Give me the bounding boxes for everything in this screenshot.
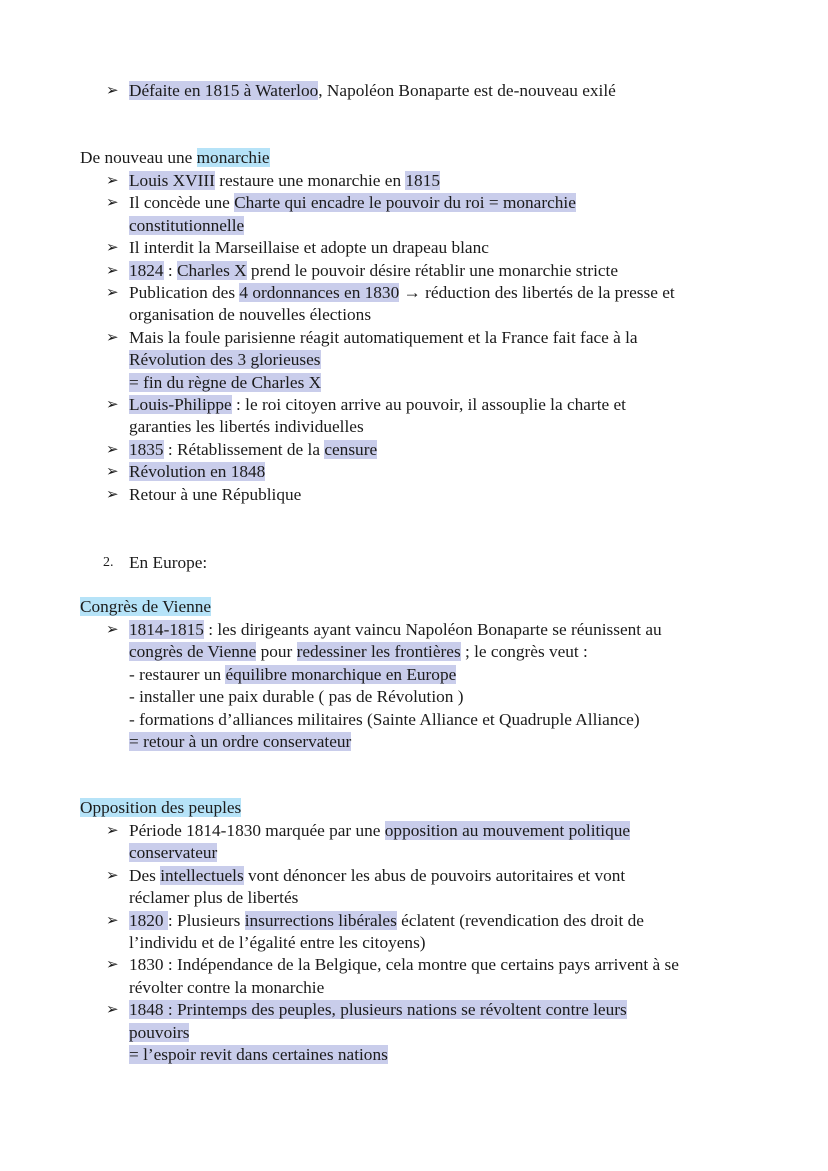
highlighted-text: pouvoirs [129,1022,190,1042]
text-run: pour [256,642,297,662]
bullet-text-line [129,215,244,237]
text-run: 1830 : Indépendance de la Belgique, cela montre que certains pays arrivent à se [129,955,679,975]
bullet-text-line [129,237,489,259]
text-run: - installer une paix durable ( pas de Révolution ) [129,687,464,707]
bullet-text-line [129,439,377,461]
section-heading [80,596,211,618]
bullet-arrow-icon: ➢ [106,441,119,458]
bullet-text-line [129,304,371,326]
bullet-text-line [129,731,351,753]
bullet-text-line [129,954,679,976]
highlighted-text: 4 ordonnances en 1830 [239,283,400,302]
highlighted-text: censure [324,439,378,459]
bullet-arrow-icon: ➢ [106,173,119,189]
bullet-text-line [129,977,324,999]
bullet-text-line [129,394,626,416]
highlighted-text: 1815 [405,171,440,190]
highlighted-text: redessiner les frontières [296,642,461,662]
bullet-arrow-icon: ➢ [106,957,119,974]
text-run: l’individu et de l’égalité entre les citoyens) [129,933,426,952]
bullet-arrow-icon: ➢ [106,195,119,212]
text-run: vont dénoncer les abus de pouvoirs autoritaires et vont [243,865,626,885]
highlighted-text: = retour à un ordre conservateur [129,732,352,751]
highlighted-text: congrès de Vienne [129,642,257,662]
text-run: Il interdit la Marseillaise et adopte un drapeau blanc [129,238,489,258]
bullet-text-line [129,865,625,887]
list-number: 2. [103,555,114,570]
text-run: prend le pouvoir désire rétablir une monarchie stricte [246,260,619,280]
highlighted-text: Congrès de Vienne [80,597,212,616]
text-run: : le roi citoyen arrive au pouvoir, il assouplie la charte et [231,395,626,414]
bullet-arrow-icon: ➢ [106,823,119,839]
bullet-text-line [129,349,321,371]
bullet-arrow-icon: ➢ [106,397,119,413]
highlighted-text: = fin du règne de Charles X [129,372,322,392]
bullet-text-line [129,842,217,864]
text-run: : Rétablissement de la [163,439,325,459]
bullet-arrow-icon: ➢ [106,486,119,503]
highlighted-text: conservateur [129,843,218,863]
bullet-text-line [129,372,321,394]
highlighted-text: = l’espoir revit dans certaines nations [129,1045,388,1064]
text-run: De nouveau une [80,148,197,167]
highlighted-text: 1814-1815 [129,620,204,639]
highlighted-text: insurrections libérales [244,910,397,930]
text-run: Publication des [129,283,240,302]
bullet-arrow-icon: ➢ [106,912,119,929]
text-run: En Europe: [129,553,208,572]
bullet-text-line [129,999,627,1021]
text-run: → réduction des libertés de la presse et [399,283,675,302]
text-run: - formations d’alliances militaires (Sainte Alliance et Quadruple Alliance) [129,709,640,729]
highlighted-text: équilibre monarchique en Europe [225,664,457,684]
highlighted-text: Opposition des peuples [80,798,242,817]
bullet-text-line [129,80,616,102]
highlighted-text: Charles X [177,260,247,280]
highlighted-text: constitutionnelle [129,215,245,235]
text-run: Période 1814-1830 marquée par une [129,821,385,840]
text-run: - restaurer un [129,664,226,684]
bullet-arrow-icon: ➢ [106,867,119,884]
highlighted-text: 1835 [129,439,164,459]
text-run: Retour à une République [129,484,302,504]
bullet-text-line [129,887,298,909]
bullet-arrow-icon: ➢ [106,262,119,279]
text-run: révolter contre la monarchie [129,977,325,997]
highlighted-text: intellectuels [160,865,244,885]
highlighted-text: opposition au mouvement politique [384,821,631,840]
bullet-arrow-icon: ➢ [106,240,119,257]
text-run: éclatent (revendication des droit de [396,910,644,930]
bullet-text-line [129,416,364,438]
bullet-text-line [129,327,638,349]
section-heading [80,147,270,169]
highlighted-text: 1848 : Printemps des peuples, plusieurs nations se révoltent contre leurs [129,1000,627,1020]
bullet-arrow-icon: ➢ [106,329,119,346]
bullet-text-line [129,932,426,954]
highlighted-text: Louis XVIII [129,171,215,190]
bullet-arrow-icon: ➢ [106,1002,119,1019]
section-heading [80,797,241,819]
bullet-text-line [129,686,464,708]
highlighted-text: 1824 [129,260,164,280]
bullet-text-line [129,484,301,506]
bullet-text-line [129,170,440,192]
text-run: restaure une monarchie en [214,171,406,190]
bullet-text-line [129,709,640,731]
bullet-text-line [129,1044,388,1066]
text-run: : [163,260,178,280]
text-run: Mais la foule parisienne réagit automatiquement et la France fait face à la [129,327,638,347]
highlighted-text: Révolution des 3 glorieuses [129,350,321,370]
text-run: ; le congrès veut : [460,642,588,662]
bullet-arrow-icon: ➢ [106,285,119,301]
bullet-arrow-icon: ➢ [106,83,119,99]
text-run: garanties les libertés individuelles [129,417,364,437]
highlighted-text: Révolution en 1848 [129,462,266,482]
highlighted-text: Louis-Philippe [129,395,232,414]
bullet-arrow-icon: ➢ [106,464,119,481]
text-run: Des [129,865,161,885]
bullet-text-line [129,260,618,282]
highlighted-text: Défaite en 1815 à Waterloo [129,81,319,100]
bullet-text-line [129,910,644,932]
subsection-title [129,552,207,574]
bullet-text-line [129,461,265,483]
bullet-text-line [129,619,662,641]
bullet-text-line [129,192,576,214]
highlighted-text: 1820 [129,910,168,930]
highlighted-text: monarchie [196,148,270,167]
bullet-text-line [129,641,588,663]
bullet-text-line [129,282,675,304]
highlighted-text: Charte qui encadre le pouvoir du roi = monarchie [234,193,576,213]
text-run: , Napoléon Bonaparte est de-nouveau exilé [318,81,616,100]
text-run: Il concède une [129,193,235,213]
bullet-text-line [129,1022,189,1044]
bullet-text-line [129,664,456,686]
text-run: réclamer plus de libertés [129,888,299,908]
text-run: organisation de nouvelles élections [129,305,372,325]
bullet-arrow-icon: ➢ [106,622,119,638]
text-run: : les dirigeants ayant vaincu Napoléon Bonaparte se réunissent au [203,620,662,639]
bullet-text-line [129,820,630,842]
text-run: : Plusieurs [167,910,245,930]
